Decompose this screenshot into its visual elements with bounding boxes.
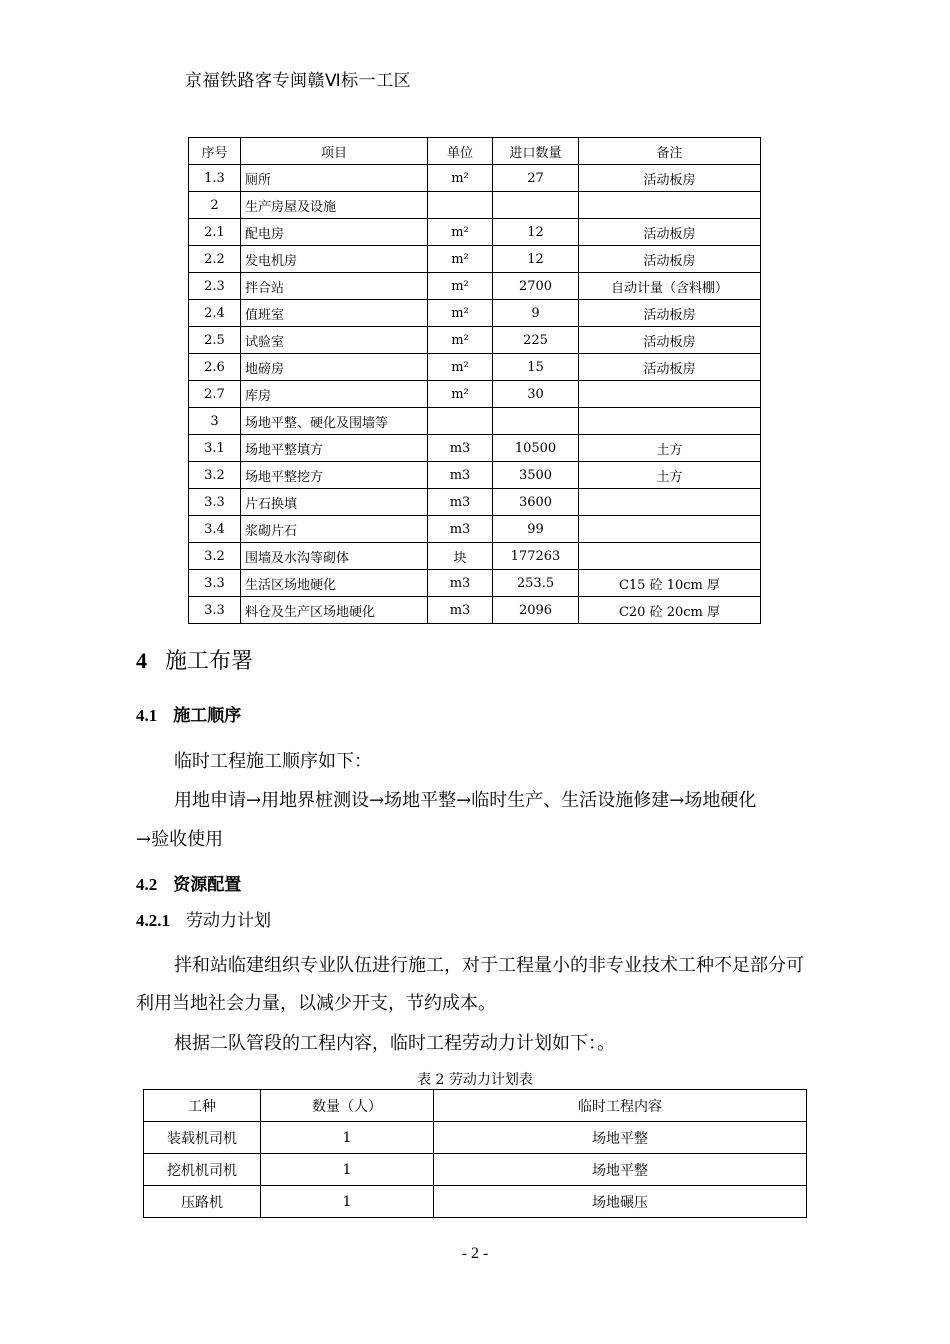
table-cell: 活动板房 bbox=[579, 300, 761, 327]
section-number: 4.2 bbox=[136, 875, 158, 894]
table-cell: 1 bbox=[261, 1186, 434, 1218]
table-cell: m² bbox=[428, 246, 493, 273]
table-cell: 场地碾压 bbox=[434, 1186, 807, 1218]
table-cell: 9 bbox=[493, 300, 579, 327]
table-cell: 3.2 bbox=[189, 543, 241, 570]
table-cell: 片石换填 bbox=[241, 489, 428, 516]
table-cell: 活动板房 bbox=[579, 354, 761, 381]
table-cell: m3 bbox=[428, 489, 493, 516]
table-cell: 1.3 bbox=[189, 165, 241, 192]
table-cell: 10500 bbox=[493, 435, 579, 462]
table-cell: 3.2 bbox=[189, 462, 241, 489]
table-cell: 装载机司机 bbox=[144, 1122, 261, 1154]
table-cell: 料仓及生产区场地硬化 bbox=[241, 597, 428, 624]
table-cell: 1 bbox=[261, 1122, 434, 1154]
section-title: 施工布署 bbox=[165, 649, 254, 674]
table-cell: 3.1 bbox=[189, 435, 241, 462]
table-cell: m² bbox=[428, 165, 493, 192]
table-cell: m3 bbox=[428, 435, 493, 462]
table-row bbox=[189, 300, 761, 327]
section-title: 资源配置 bbox=[173, 875, 242, 895]
table-cell bbox=[493, 192, 579, 219]
table-cell: 1 bbox=[261, 1154, 434, 1186]
table-cell bbox=[428, 408, 493, 435]
table-cell: 30 bbox=[493, 381, 579, 408]
section-title: 施工顺序 bbox=[173, 706, 242, 726]
table-cell: 试验室 bbox=[241, 327, 428, 354]
table-cell: m3 bbox=[428, 597, 493, 624]
table-cell bbox=[579, 408, 761, 435]
page-number: - 2 - bbox=[461, 1245, 489, 1262]
table-cell: m² bbox=[428, 381, 493, 408]
table-cell: 2.5 bbox=[189, 327, 241, 354]
column-header: 单位 bbox=[428, 138, 493, 165]
table-cell: 3.3 bbox=[189, 489, 241, 516]
table-cell: 99 bbox=[493, 516, 579, 543]
table-cell: 自动计量（含料棚） bbox=[579, 273, 761, 300]
table-row bbox=[189, 381, 761, 408]
column-header: 工种 bbox=[144, 1090, 261, 1122]
table-cell: 场地平整挖方 bbox=[241, 462, 428, 489]
table-row bbox=[189, 570, 761, 597]
table-cell: 厕所 bbox=[241, 165, 428, 192]
table-row bbox=[189, 543, 761, 570]
table-cell bbox=[579, 516, 761, 543]
table-caption: 表 2 劳动力计划表 bbox=[417, 1072, 533, 1088]
column-header: 进口数量 bbox=[493, 138, 579, 165]
table-cell: 活动板房 bbox=[579, 246, 761, 273]
table-cell: C15 砼 10cm 厚 bbox=[579, 570, 761, 597]
section-4-heading bbox=[136, 644, 253, 675]
table-cell: 2.1 bbox=[189, 219, 241, 246]
table-cell: m² bbox=[428, 327, 493, 354]
table-header-row bbox=[189, 138, 761, 165]
table-row bbox=[189, 516, 761, 543]
facilities-table bbox=[188, 137, 761, 624]
section-number: 4.2.1 bbox=[136, 911, 170, 930]
table-cell: 场地平整 bbox=[434, 1154, 807, 1186]
table-cell: 225 bbox=[493, 327, 579, 354]
table-cell: 3.3 bbox=[189, 597, 241, 624]
table-cell: 2096 bbox=[493, 597, 579, 624]
table-cell: 27 bbox=[493, 165, 579, 192]
table-cell: 压路机 bbox=[144, 1186, 261, 1218]
table-cell: 生活区场地硬化 bbox=[241, 570, 428, 597]
table-cell: 3500 bbox=[493, 462, 579, 489]
section-title: 劳动力计划 bbox=[186, 911, 271, 931]
table-row bbox=[189, 489, 761, 516]
table-cell: 土方 bbox=[579, 462, 761, 489]
table-cell bbox=[493, 408, 579, 435]
table-header-row bbox=[144, 1090, 807, 1122]
table-cell bbox=[579, 381, 761, 408]
table-cell: m² bbox=[428, 354, 493, 381]
table-row bbox=[189, 408, 761, 435]
table-cell: m3 bbox=[428, 570, 493, 597]
table-cell: 活动板房 bbox=[579, 165, 761, 192]
table-cell: 场地平整 bbox=[434, 1122, 807, 1154]
section-number: 4.1 bbox=[136, 706, 158, 725]
table-cell: m² bbox=[428, 273, 493, 300]
table-cell: 浆砌片石 bbox=[241, 516, 428, 543]
table-cell: 土方 bbox=[579, 435, 761, 462]
table-row bbox=[144, 1122, 807, 1154]
table-cell: m² bbox=[428, 219, 493, 246]
table-row bbox=[189, 327, 761, 354]
table-cell bbox=[579, 543, 761, 570]
paragraph-labor-plan: 拌和站临建组织专业队伍进行施工，对于工程量小的非专业技术工种不足部分可利用当地社会力量，以减少开支，节约成本。 bbox=[136, 955, 804, 1014]
table-row bbox=[189, 246, 761, 273]
table-cell: 地磅房 bbox=[241, 354, 428, 381]
table-cell: 2.3 bbox=[189, 273, 241, 300]
section-4-1-heading bbox=[136, 701, 241, 726]
table-cell: 2.4 bbox=[189, 300, 241, 327]
table-cell: 12 bbox=[493, 246, 579, 273]
column-header: 临时工程内容 bbox=[434, 1090, 807, 1122]
table-cell: 3.4 bbox=[189, 516, 241, 543]
table-row bbox=[144, 1154, 807, 1186]
table-cell: 177263 bbox=[493, 543, 579, 570]
table-cell bbox=[579, 489, 761, 516]
column-header: 序号 bbox=[189, 138, 241, 165]
section-4-2-heading bbox=[136, 870, 241, 895]
table-row bbox=[189, 597, 761, 624]
table-cell: 2.2 bbox=[189, 246, 241, 273]
table-cell: 拌合站 bbox=[241, 273, 428, 300]
table-cell: 挖机机司机 bbox=[144, 1154, 261, 1186]
table-cell: 15 bbox=[493, 354, 579, 381]
paragraph-order-steps-cont: →验收使用 bbox=[136, 829, 224, 850]
table-cell: 库房 bbox=[241, 381, 428, 408]
paragraph-order-intro: 临时工程施工顺序如下： bbox=[174, 751, 372, 772]
table-cell: 块 bbox=[428, 543, 493, 570]
table-cell: 2 bbox=[189, 192, 241, 219]
table-cell: 2700 bbox=[493, 273, 579, 300]
table-cell: 3 bbox=[189, 408, 241, 435]
table-cell: m² bbox=[428, 300, 493, 327]
table-row bbox=[189, 165, 761, 192]
table-cell: m3 bbox=[428, 516, 493, 543]
column-header: 项目 bbox=[241, 138, 428, 165]
table-row bbox=[189, 192, 761, 219]
table-cell: 发电机房 bbox=[241, 246, 428, 273]
column-header: 数量（人） bbox=[261, 1090, 434, 1122]
table-cell: 3.3 bbox=[189, 570, 241, 597]
table-cell bbox=[579, 192, 761, 219]
table-cell: 活动板房 bbox=[579, 327, 761, 354]
table-cell: 2.6 bbox=[189, 354, 241, 381]
table-row bbox=[144, 1186, 807, 1218]
table-cell: 场地平整、硬化及围墙等 bbox=[241, 408, 428, 435]
table-cell: 3600 bbox=[493, 489, 579, 516]
labor-plan-table bbox=[143, 1089, 807, 1218]
table-row bbox=[189, 462, 761, 489]
table-row bbox=[189, 273, 761, 300]
table-cell: 12 bbox=[493, 219, 579, 246]
column-header: 备注 bbox=[579, 138, 761, 165]
table-cell: 值班室 bbox=[241, 300, 428, 327]
table-cell: m3 bbox=[428, 462, 493, 489]
table-cell: 253.5 bbox=[493, 570, 579, 597]
table-row bbox=[189, 435, 761, 462]
paragraph-order-steps: 用地申请→用地界桩测设→场地平整→临时生产、生活设施修建→场地硬化 bbox=[174, 790, 757, 811]
table-cell: 2.7 bbox=[189, 381, 241, 408]
section-4-2-1-heading bbox=[136, 906, 271, 931]
table-cell: 配电房 bbox=[241, 219, 428, 246]
table-cell: C20 砼 20cm 厚 bbox=[579, 597, 761, 624]
table-cell: 围墙及水沟等砌体 bbox=[241, 543, 428, 570]
table-row bbox=[189, 219, 761, 246]
table-cell bbox=[428, 192, 493, 219]
document-header: 京福铁路客专闽赣Ⅵ标一工区 bbox=[185, 71, 412, 91]
table-cell: 活动板房 bbox=[579, 219, 761, 246]
paragraph-labor-intro: 根据二队管段的工程内容，临时工程劳动力计划如下：。 bbox=[174, 1033, 615, 1054]
table-cell: 场地平整填方 bbox=[241, 435, 428, 462]
section-number: 4 bbox=[136, 648, 147, 673]
table-row bbox=[189, 354, 761, 381]
table-cell: 生产房屋及设施 bbox=[241, 192, 428, 219]
